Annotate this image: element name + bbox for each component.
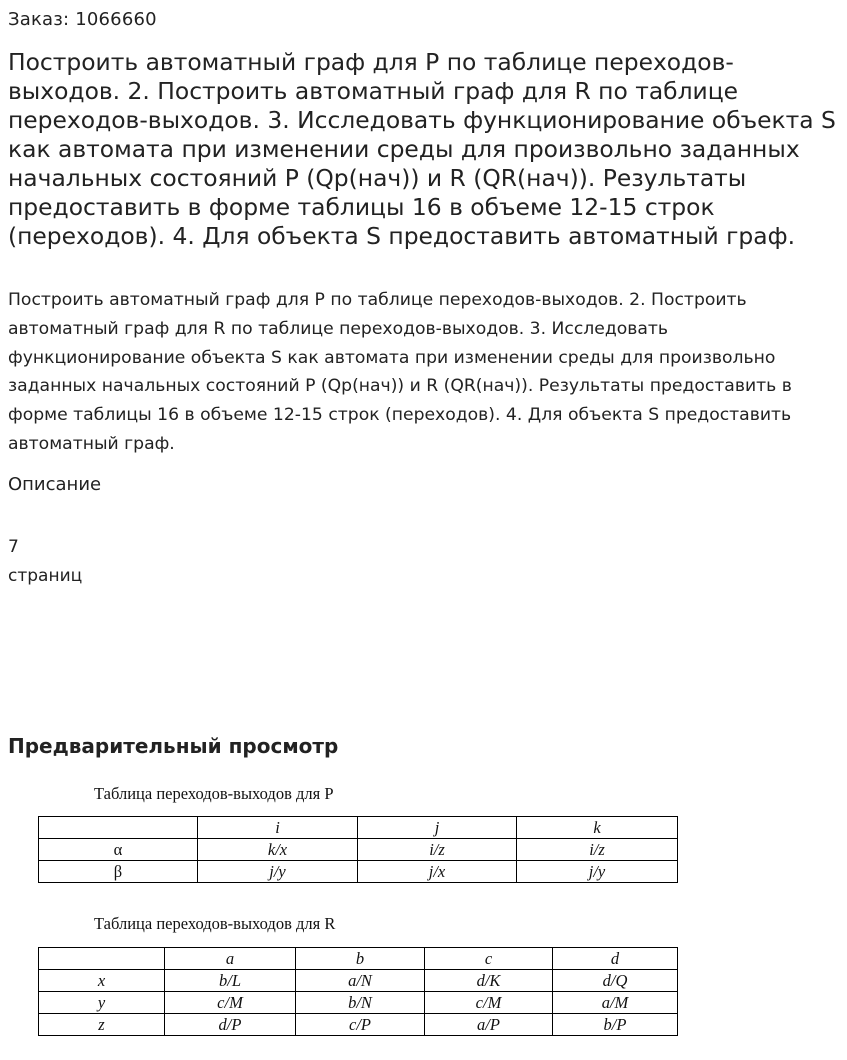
table-header-row	[39, 948, 678, 970]
table-cell: a/M	[553, 992, 678, 1014]
order-title: Построить автоматный граф для P по таблице переходов-выходов. 2. Построить автоматный граф для R по таблице переходов-выходов. 3. Исследовать функционирование объекта S как автомата при изменении среды для произвольно заданных начальных состояний P (Qp(нач)) и R (QR(нач)). Результаты предоставить в форме таблицы 16 в объеме 12-15 строк (переходов). 4. Для объекта S предоставить автоматный граф.	[8, 48, 836, 250]
table-cell: a/P	[425, 1014, 553, 1036]
table-header-cell	[39, 948, 165, 970]
preview-heading: Предварительный просмотр	[8, 734, 339, 758]
order-description-text: Построить автоматный граф для P по таблице переходов-выходов. 2. Построить автоматный граф для R по таблице переходов-выходов. 3. Исследовать функционирование объекта S как автомата при изменении среды для произвольно заданных начальных состояний P (Qp(нач)) и R (QR(нач)). Результаты предоставить в форме таблицы 16 в объеме 12-15 строк (переходов). 4. Для объекта S предоставить автоматный граф.	[8, 290, 792, 454]
table-cell: i/z	[517, 839, 678, 861]
table-row	[39, 970, 678, 992]
table-row	[39, 861, 678, 883]
table-p	[38, 816, 678, 883]
table-cell: d/P	[165, 1014, 296, 1036]
table-row	[39, 992, 678, 1014]
table-header-row	[39, 817, 678, 839]
table-row-label: x	[39, 970, 165, 992]
table-cell: d/Q	[553, 970, 678, 992]
pages-label: страниц	[8, 566, 83, 586]
table-p-caption: Таблица переходов-выходов для P	[94, 784, 334, 803]
table-cell: b/N	[296, 992, 425, 1014]
table-cell: j/y	[198, 861, 358, 883]
table-cell: c/M	[425, 992, 553, 1014]
table-header-cell: j	[358, 817, 517, 839]
table-row-label: z	[39, 1014, 165, 1036]
table-r	[38, 947, 678, 1036]
table-cell: d/K	[425, 970, 553, 992]
table-cell: j/x	[358, 861, 517, 883]
table-cell: k/x	[198, 839, 358, 861]
table-row	[39, 839, 678, 861]
table-header-cell: k	[517, 817, 678, 839]
table-row-label: α	[39, 839, 198, 861]
table-header-cell: i	[198, 817, 358, 839]
table-row	[39, 1014, 678, 1036]
table-header-cell: d	[553, 948, 678, 970]
table-row-label: β	[39, 861, 198, 883]
table-header-cell: a	[165, 948, 296, 970]
table-cell: b/L	[165, 970, 296, 992]
table-row-label: y	[39, 992, 165, 1014]
table-header-cell	[39, 817, 198, 839]
table-cell: j/y	[517, 861, 678, 883]
pages-count: 7	[8, 537, 19, 557]
table-cell: b/P	[553, 1014, 678, 1036]
table-header-cell: c	[425, 948, 553, 970]
description-label: Описание	[8, 474, 102, 495]
table-cell: c/P	[296, 1014, 425, 1036]
order-number: Заказ: 1066660	[8, 9, 157, 30]
table-r-caption: Таблица переходов-выходов для R	[94, 914, 336, 933]
table-cell: a/N	[296, 970, 425, 992]
table-cell: i/z	[358, 839, 517, 861]
table-cell: c/M	[165, 992, 296, 1014]
table-header-cell: b	[296, 948, 425, 970]
